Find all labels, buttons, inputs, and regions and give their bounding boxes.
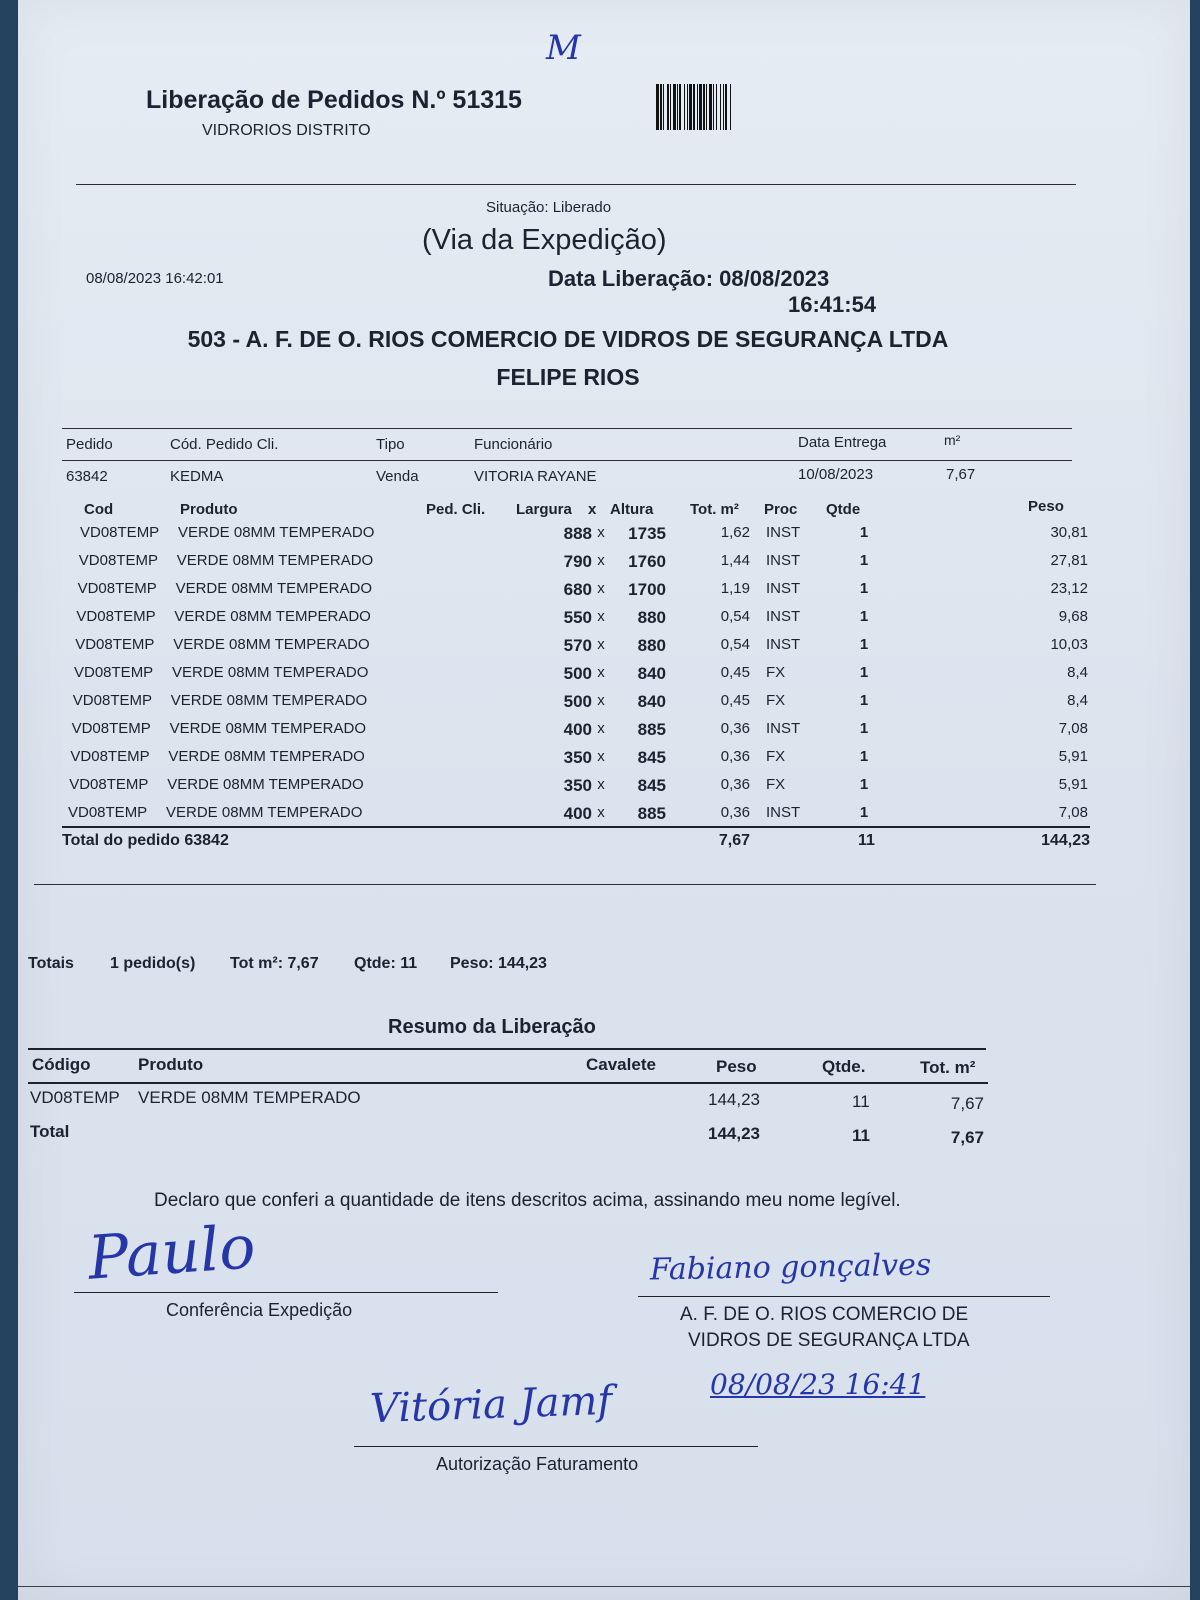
item-largura: 680: [563, 580, 592, 599]
item-peso: 7,08: [1058, 804, 1088, 821]
item-altura: 840: [637, 692, 666, 711]
item-x: x: [597, 692, 605, 709]
summary-total-qtde: 11: [852, 1126, 870, 1145]
summary-title: Resumo da Liberação: [388, 1016, 596, 1038]
summary-top-line: [28, 1048, 986, 1050]
item-peso: 8,4: [1067, 664, 1088, 681]
item-peso: 8,4: [1067, 692, 1088, 709]
item-cod: VD08TEMP: [71, 720, 151, 737]
client-name: 503 - A. F. DE O. RIOS COMERCIO DE VIDROS DE SEGURANÇA LTDA: [187, 326, 949, 352]
label-empresa-line1: A. F. DE O. RIOS COMERCIO DE: [680, 1304, 969, 1325]
summary-row-peso: 144,23: [708, 1090, 760, 1109]
order-cod-cli: KEDMA: [170, 468, 224, 485]
item-x: x: [597, 748, 605, 765]
item-tot-m2: 0,36: [720, 748, 750, 765]
order-top-line: [62, 428, 1072, 429]
items-col-cod: Cod: [84, 501, 114, 518]
item-tot-m2: 0,36: [720, 804, 750, 821]
item-produto: VERDE 08MM TEMPERADO: [167, 776, 364, 793]
item-altura: 840: [637, 664, 666, 683]
signature-line-conferencia: [74, 1292, 498, 1293]
section-divider: [34, 884, 1096, 885]
order-total-m2: 7,67: [718, 832, 750, 849]
items-col-largura: Largura: [516, 501, 572, 518]
item-proc: FX: [766, 692, 786, 709]
item-peso: 9,68: [1058, 608, 1088, 625]
item-tot-m2: 0,45: [720, 664, 750, 681]
item-cod: VD08TEMP: [72, 692, 152, 709]
items-col-proc: Proc: [764, 501, 798, 518]
items-col-produto: Produto: [180, 501, 238, 518]
item-proc: INST: [766, 608, 801, 625]
item-x: x: [597, 804, 605, 821]
order-m2: 7,67: [946, 466, 976, 483]
item-qtde: 1: [859, 580, 869, 597]
item-qtde: 1: [859, 552, 869, 569]
signature-autorizacao: Vitória Jamf: [369, 1377, 613, 1433]
summary-header-line: [28, 1082, 988, 1084]
item-proc: FX: [766, 664, 786, 681]
item-peso: 5,91: [1058, 776, 1088, 793]
item-peso: 23,12: [1050, 580, 1088, 597]
item-produto: VERDE 08MM TEMPERADO: [168, 748, 365, 765]
item-altura: 1760: [628, 552, 666, 571]
summary-col-qtde: Qtde.: [822, 1057, 866, 1076]
order-tipo: Venda: [376, 468, 419, 485]
item-produto: VERDE 08MM TEMPERADO: [166, 804, 363, 821]
client-contact: FELIPE RIOS: [496, 364, 640, 390]
order-header-line: [62, 460, 1072, 461]
label-empresa-line2: VIDROS DE SEGURANÇA LTDA: [688, 1330, 970, 1351]
item-proc: INST: [766, 636, 801, 653]
item-proc: FX: [766, 776, 786, 793]
order-total-peso: 144,23: [1041, 832, 1090, 849]
item-qtde: 1: [859, 664, 869, 681]
item-peso: 7,08: [1058, 720, 1088, 737]
item-largura: 350: [563, 776, 592, 795]
item-tot-m2: 0,45: [720, 692, 750, 709]
order-data-entrega: 10/08/2023: [798, 466, 874, 483]
item-cod: VD08TEMP: [76, 608, 156, 625]
summary-col-cavalete: Cavalete: [586, 1055, 656, 1074]
col-tipo: Tipo: [376, 436, 405, 453]
document-title: Liberação de Pedidos N.º 51315: [146, 86, 522, 114]
item-altura: 845: [637, 776, 666, 795]
item-cod: VD08TEMP: [70, 748, 150, 765]
summary-col-peso: Peso: [716, 1057, 757, 1076]
item-proc: INST: [766, 524, 801, 541]
col-data-entrega: Data Entrega: [798, 434, 887, 451]
item-x: x: [597, 580, 605, 597]
barcode: [656, 84, 828, 130]
item-tot-m2: 0,54: [720, 608, 750, 625]
item-largura: 888: [563, 524, 592, 543]
item-x: x: [597, 608, 605, 625]
item-largura: 500: [563, 664, 592, 683]
item-cod: VD08TEMP: [75, 636, 155, 653]
item-largura: 500: [563, 692, 592, 711]
item-qtde: 1: [859, 804, 869, 821]
summary-total-label: Total: [30, 1122, 70, 1141]
item-produto: VERDE 08MM TEMPERADO: [172, 664, 369, 681]
items-col-qtde: Qtde: [826, 501, 861, 518]
item-x: x: [597, 524, 605, 541]
item-altura: 885: [637, 720, 666, 739]
summary-row-produto: VERDE 08MM TEMPERADO: [138, 1088, 361, 1107]
item-altura: 845: [637, 748, 666, 767]
item-proc: INST: [766, 804, 801, 821]
item-peso: 27,81: [1050, 552, 1088, 569]
item-x: x: [597, 664, 605, 681]
items-total-line: [62, 826, 1090, 828]
order-total-label: Total do pedido 63842: [62, 832, 229, 849]
item-proc: INST: [766, 552, 801, 569]
item-produto: VERDE 08MM TEMPERADO: [173, 636, 370, 653]
totals-label: Totais: [28, 955, 74, 972]
item-x: x: [597, 636, 605, 653]
document-page: [18, 0, 1190, 1600]
item-largura: 550: [563, 608, 592, 627]
release-date: Data Liberação: 08/08/2023: [548, 266, 830, 291]
item-cod: VD08TEMP: [74, 664, 154, 681]
signature-conferencia: Paulo: [85, 1212, 258, 1294]
item-proc: INST: [766, 720, 801, 737]
via-label: (Via da Expedição): [422, 224, 667, 256]
item-produto: VERDE 08MM TEMPERADO: [170, 692, 368, 709]
release-time: 16:41:54: [788, 292, 877, 317]
item-qtde: 1: [859, 776, 869, 793]
item-x: x: [597, 776, 605, 793]
item-cod: VD08TEMP: [80, 524, 160, 541]
item-largura: 400: [563, 720, 592, 739]
summary-col-tot-m2: Tot. m²: [920, 1058, 976, 1077]
item-peso: 5,91: [1058, 748, 1088, 765]
order-total-qtde: 11: [858, 832, 875, 849]
item-qtde: 1: [859, 692, 869, 709]
item-tot-m2: 0,54: [720, 636, 750, 653]
col-cod-cli: Cód. Pedido Cli.: [170, 436, 279, 453]
label-conferencia: Conferência Expedição: [166, 1300, 353, 1320]
signature-line-empresa: [638, 1296, 1050, 1297]
item-cod: VD08TEMP: [77, 580, 157, 597]
items-col-peso: Peso: [1028, 498, 1064, 515]
col-funcionario: Funcionário: [474, 436, 553, 453]
status-text: Situação: Liberado: [486, 199, 612, 216]
item-altura: 1735: [628, 524, 666, 543]
company-name: VIDRORIOS DISTRITO: [202, 122, 371, 139]
totals-pedidos: 1 pedido(s): [110, 955, 196, 972]
item-qtde: 1: [859, 636, 869, 653]
item-altura: 880: [637, 608, 666, 627]
summary-col-codigo: Código: [32, 1055, 91, 1074]
header-divider: [76, 184, 1076, 185]
totals-qtde: Qtde: 11: [354, 955, 418, 972]
items-col-tot-m2: Tot. m²: [690, 501, 739, 518]
items-col-x: x: [588, 501, 597, 518]
item-cod: VD08TEMP: [78, 552, 158, 569]
item-largura: 790: [563, 552, 592, 571]
signature-empresa: Fabiano gonçalves: [649, 1247, 932, 1288]
declaration-text: Declaro que conferi a quantidade de itens descritos acima, assinando meu nome legível.: [154, 1190, 901, 1211]
items-col-altura: Altura: [610, 501, 654, 518]
signature-line-autorizacao: [354, 1446, 758, 1447]
bottom-edge-line: [18, 1586, 1190, 1587]
item-altura: 880: [637, 636, 666, 655]
totals-m2: Tot m²: 7,67: [230, 955, 319, 972]
item-largura: 570: [563, 636, 592, 655]
item-peso: 10,03: [1050, 636, 1088, 653]
summary-total-peso: 144,23: [708, 1124, 760, 1143]
summary-row-qtde: 11: [852, 1092, 870, 1111]
summary-row-tot-m2: 7,67: [950, 1094, 984, 1113]
summary-row-codigo: VD08TEMP: [30, 1088, 120, 1107]
item-altura: 1700: [628, 580, 666, 599]
item-qtde: 1: [859, 720, 869, 737]
item-tot-m2: 0,36: [720, 720, 750, 737]
order-pedido: 63842: [66, 468, 108, 485]
item-x: x: [597, 552, 605, 569]
printed-timestamp: 08/08/2023 16:42:01: [86, 270, 224, 287]
totals-peso: Peso: 144,23: [450, 955, 547, 972]
summary-col-produto: Produto: [138, 1055, 204, 1074]
col-m2: m²: [944, 432, 961, 448]
item-proc: FX: [766, 748, 786, 765]
col-pedido: Pedido: [66, 436, 113, 453]
barcode-bar: [731, 84, 733, 130]
item-largura: 350: [563, 748, 592, 767]
items-col-ped-cli: Ped. Cli.: [426, 501, 486, 518]
item-tot-m2: 0,36: [720, 776, 750, 793]
item-cod: VD08TEMP: [69, 776, 149, 793]
item-qtde: 1: [859, 524, 869, 541]
item-qtde: 1: [859, 608, 869, 625]
handwritten-date: 08/08/23 16:41: [710, 1368, 926, 1401]
item-produto: VERDE 08MM TEMPERADO: [178, 524, 375, 541]
item-largura: 400: [563, 804, 592, 823]
item-produto: VERDE 08MM TEMPERADO: [176, 552, 374, 569]
item-altura: 885: [637, 804, 666, 823]
item-x: x: [597, 720, 605, 737]
item-produto: VERDE 08MM TEMPERADO: [175, 580, 373, 597]
item-qtde: 1: [859, 748, 869, 765]
order-funcionario: VITORIA RAYANE: [474, 468, 597, 485]
handwritten-mark: M: [546, 28, 581, 68]
item-cod: VD08TEMP: [68, 804, 148, 821]
item-tot-m2: 1,44: [720, 552, 750, 569]
item-peso: 30,81: [1050, 524, 1088, 541]
item-proc: INST: [766, 580, 801, 597]
summary-total-tot-m2: 7,67: [950, 1128, 984, 1147]
item-produto: VERDE 08MM TEMPERADO: [169, 720, 367, 737]
item-tot-m2: 1,62: [720, 524, 750, 541]
item-tot-m2: 1,19: [720, 580, 750, 597]
item-produto: VERDE 08MM TEMPERADO: [174, 608, 371, 625]
label-autorizacao: Autorização Faturamento: [436, 1454, 639, 1474]
